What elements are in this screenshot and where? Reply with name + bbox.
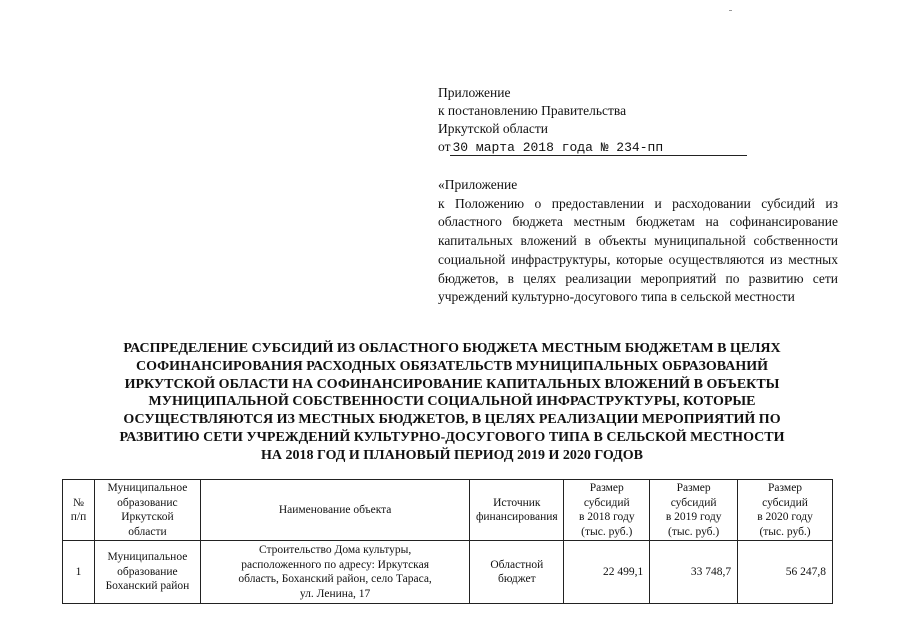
position-text: к Положению о предоставлении и расходовании субсидий из областного бюджета местным бюджетам на софинансирование капитальных вложений в объекты муниципальной собственности социальной инфраструктуры, которые осуществляются из местных бюджетов, в целях реализации мероприятий по развитию сети учреждений культурно-досугового типа в сельской местности: [438, 195, 838, 305]
cell-2018: 22 499,1: [564, 541, 650, 604]
table-row: [63, 541, 833, 604]
document-heading: [62, 340, 842, 465]
appendix-title: Приложение: [438, 85, 511, 100]
cell-object: Строительство Дома культуры, расположенного по адресу: Иркутская область, Боханский район, село Тараса, ул. Ленина, 17: [200, 541, 469, 604]
date-prefix: от: [438, 139, 451, 154]
cell-num: 1: [63, 541, 95, 604]
header-municipality: Муниципальное образованис Иркутской области: [94, 480, 200, 541]
appendix-decree: к постановлению Правительства: [438, 103, 627, 118]
appendix-date-line: [438, 138, 747, 156]
appendix-block: [438, 84, 747, 156]
position-block: [438, 176, 838, 307]
heading-line: ИРКУТСКОЙ ОБЛАСТИ НА СОФИНАНСИРОВАНИЕ КАПИТАЛЬНЫХ ВЛОЖЕНИЙ В ОБЪЕКТЫ: [124, 376, 780, 392]
header-2020: Размер субсидий в 2020 году (тыс. руб.): [738, 480, 833, 541]
cell-2020: 56 247,8: [738, 541, 833, 604]
position-title: «Приложение: [438, 177, 518, 192]
page-mark: [729, 10, 732, 11]
header-source: Источник финансирования: [470, 480, 564, 541]
heading-line: РАЗВИТИЮ СЕТИ УЧРЕЖДЕНИЙ КУЛЬТУРНО-ДОСУГОВОГО ТИПА В СЕЛЬСКОЙ МЕСТНОСТИ: [119, 429, 785, 445]
header-2019: Размер субсидий в 2019 году (тыс. руб.): [650, 480, 738, 541]
date-value: 30 марта 2018 года № 234-пп: [450, 140, 747, 156]
header-object: Наименование объекта: [200, 480, 469, 541]
heading-line: МУНИЦИПАЛЬНОЙ СОБСТВЕННОСТИ СОЦИАЛЬНОЙ ИНФРАСТРУКТУРЫ, КОТОРЫЕ: [148, 394, 756, 410]
heading-line: СОФИНАНСИРОВАНИЯ РАСХОДНЫХ ОБЯЗАТЕЛЬСТВ МУНИЦИПАЛЬНЫХ ОБРАЗОВАНИЙ: [135, 358, 769, 374]
header-num: № п/п: [63, 480, 95, 541]
heading-line: РАСПРЕДЕЛЕНИЕ СУБСИДИЙ ИЗ ОБЛАСТНОГО БЮДЖЕТА МЕСТНЫМ БЮДЖЕТАМ В ЦЕЛЯХ: [123, 341, 781, 356]
cell-2019: 33 748,7: [650, 541, 738, 604]
header-2018: Размер субсидий в 2018 году (тыс. руб.): [564, 480, 650, 541]
table-header-row: [63, 480, 833, 541]
heading-line: НА 2018 ГОД И ПЛАНОВЫЙ ПЕРИОД 2019 И 2020 ГОДОВ: [261, 447, 643, 463]
heading-line: ОСУЩЕСТВЛЯЮТСЯ ИЗ МЕСТНЫХ БЮДЖЕТОВ, В ЦЕЛЯХ РЕАЛИЗАЦИИ МЕРОПРИЯТИЙ ПО: [123, 412, 781, 428]
cell-municipality: Муниципальное образование Боханский район: [94, 541, 200, 604]
subsidy-table: [62, 479, 833, 604]
appendix-region: Иркутской области: [438, 121, 549, 136]
cell-source: Областной бюджет: [470, 541, 564, 604]
